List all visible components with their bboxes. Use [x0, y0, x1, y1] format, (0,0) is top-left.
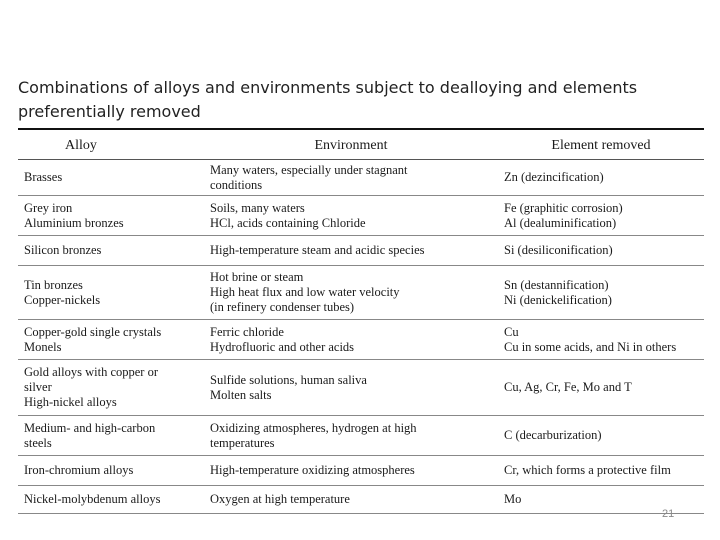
cell-line: Grey iron	[24, 200, 73, 215]
element-removed-cell	[498, 236, 704, 266]
table-row	[18, 236, 704, 266]
cell-line: Zn (dezincification)	[504, 170, 604, 184]
element-removed-cell	[498, 266, 704, 320]
cell-line: (in refinery condenser tubes)	[210, 300, 355, 314]
cell-line: Cu in some acids, and Ni in others	[504, 339, 677, 354]
cell-line: Sn (destannification)	[504, 277, 609, 292]
header-environment: Environment	[204, 131, 498, 160]
environment-cell	[204, 266, 498, 320]
cell-line: High-temperature steam and acidic species	[210, 243, 425, 257]
environment-cell	[204, 320, 498, 360]
alloy-cell	[18, 320, 204, 360]
cell-line: Al (dealuminification)	[504, 215, 617, 230]
cell-line: HCl, acids containing Chloride	[210, 215, 366, 230]
cell-line: Nickel-molybdenum alloys	[24, 492, 161, 506]
table-row	[18, 456, 704, 486]
cell-line: Brasses	[24, 170, 63, 184]
alloy-cell	[18, 486, 204, 514]
table-row	[18, 486, 704, 514]
alloy-cell	[18, 236, 204, 266]
table-body	[18, 160, 704, 514]
cell-line: Oxygen at high temperature	[210, 492, 350, 506]
cell-line: Cr, which forms a protective film	[504, 463, 671, 477]
header-alloy: Alloy	[18, 131, 204, 160]
cell-line: Ni (denickelification)	[504, 292, 612, 307]
element-removed-cell	[498, 196, 704, 236]
dealloying-table	[18, 131, 704, 514]
cell-line: silver	[24, 380, 52, 394]
cell-line: steels	[24, 435, 52, 450]
slide-title: Combinations of alloys and environments subject to dealloying and elements preferentially removed	[18, 78, 638, 121]
element-removed-cell	[498, 160, 704, 196]
cell-line: Gold alloys with copper or	[24, 365, 159, 379]
alloy-cell	[18, 456, 204, 486]
cell-line: Hot brine or steam	[210, 270, 304, 284]
element-removed-cell	[498, 320, 704, 360]
cell-line: Iron-chromium alloys	[24, 463, 134, 477]
environment-cell	[204, 196, 498, 236]
environment-cell	[204, 160, 498, 196]
environment-cell	[204, 236, 498, 266]
cell-line: Soils, many waters	[210, 200, 305, 215]
page-number: 21	[662, 508, 675, 520]
cell-line: Fe (graphitic corrosion)	[504, 200, 623, 215]
cell-line: Ferric chloride	[210, 324, 284, 339]
cell-line: Si (desiliconification)	[504, 243, 613, 257]
cell-line: Medium- and high-carbon	[24, 420, 156, 435]
alloy-cell	[18, 416, 204, 456]
table-row	[18, 266, 704, 320]
cell-line: conditions	[210, 177, 263, 192]
cell-line: temperatures	[210, 435, 275, 450]
alloy-cell	[18, 196, 204, 236]
table-row	[18, 160, 704, 196]
cell-line: Copper-nickels	[24, 292, 101, 307]
cell-line: High-temperature oxidizing atmospheres	[210, 463, 415, 477]
cell-line: Cu, Ag, Cr, Fe, Mo and T	[504, 380, 632, 394]
element-removed-cell	[498, 360, 704, 416]
table-row	[18, 360, 704, 416]
table-header-row	[18, 131, 704, 160]
title-divider	[18, 128, 704, 130]
element-removed-cell	[498, 456, 704, 486]
cell-line: Oxidizing atmospheres, hydrogen at high	[210, 420, 417, 435]
table-row	[18, 320, 704, 360]
alloy-cell	[18, 160, 204, 196]
environment-cell	[204, 416, 498, 456]
cell-line: Mo	[504, 492, 522, 506]
cell-line: Tin bronzes	[24, 277, 83, 292]
cell-line: High-nickel alloys	[24, 395, 117, 409]
alloy-cell	[18, 360, 204, 416]
cell-line: Monels	[24, 339, 62, 354]
cell-line: Sulfide solutions, human saliva	[210, 372, 367, 387]
table-row	[18, 196, 704, 236]
cell-line: Hydrofluoric and other acids	[210, 339, 355, 354]
header-element-removed: Element removed	[498, 131, 704, 160]
cell-line: Molten salts	[210, 387, 272, 402]
cell-line: Copper-gold single crystals	[24, 324, 162, 339]
cell-line: Silicon bronzes	[24, 243, 102, 257]
element-removed-cell	[498, 416, 704, 456]
environment-cell	[204, 360, 498, 416]
cell-line: Many waters, especially under stagnant	[210, 162, 408, 177]
table-row	[18, 416, 704, 456]
environment-cell	[204, 456, 498, 486]
alloy-cell	[18, 266, 204, 320]
cell-line: Aluminium bronzes	[24, 215, 124, 230]
cell-line: Cu	[504, 324, 519, 339]
cell-line: C (decarburization)	[504, 428, 602, 442]
cell-line: High heat flux and low water velocity	[210, 285, 400, 299]
environment-cell	[204, 486, 498, 514]
